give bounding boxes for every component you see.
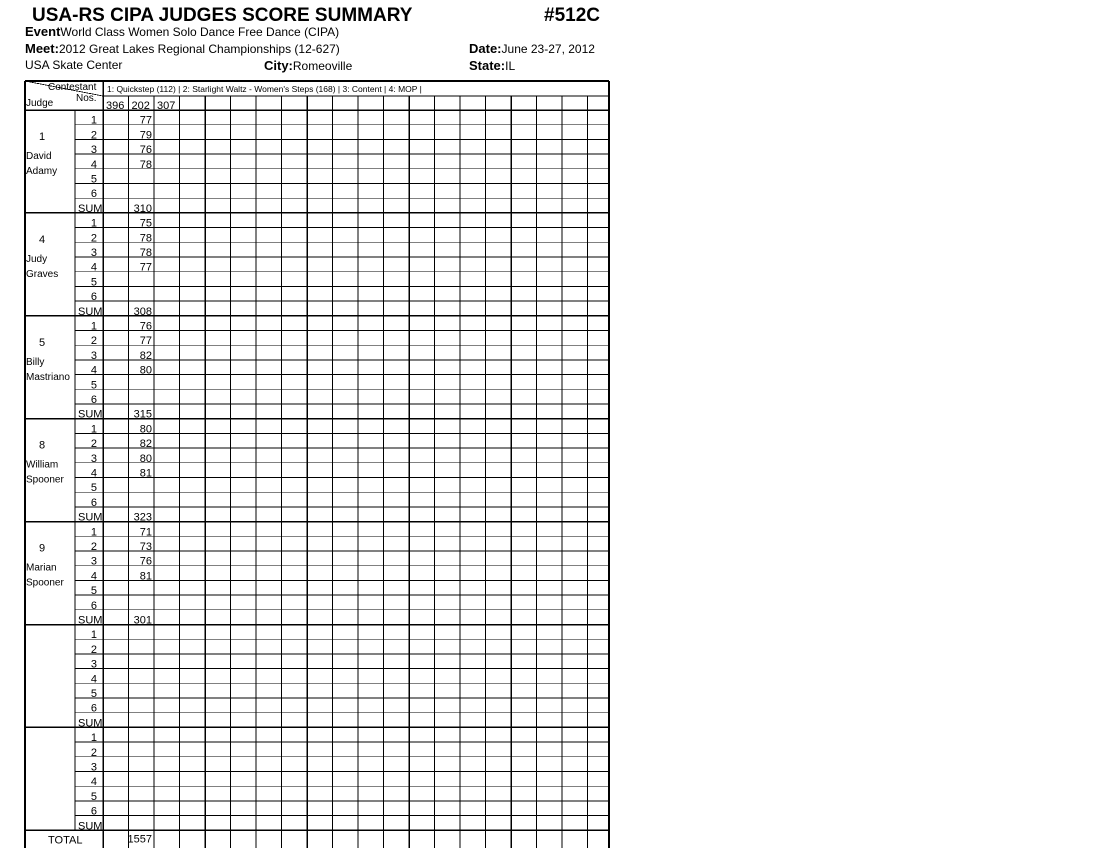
score-cell: 71 [139,526,152,539]
contestant-number: 202 [131,100,150,112]
row-number-label: 4 [90,467,97,480]
row-number-label: 5 [90,482,97,495]
score-cell: 80 [139,452,152,465]
score-cell: 78 [139,247,152,259]
sum-row-label: SUM [78,614,103,627]
row-number-label: 3 [90,452,97,465]
event-label: Event [25,24,61,39]
score-cell: 80 [139,423,152,436]
score-cell: 78 [139,232,152,245]
row-number-label: 4 [90,364,97,377]
city-value: Romeoville [292,59,353,73]
row-number-label: 2 [90,129,97,142]
row-number-label: 4 [90,261,97,274]
event-value: World Class Women Solo Dance Free Dance (CIPA) [60,25,340,39]
sum-row-label: SUM [78,717,103,730]
corner-judge-label: Judge [26,98,54,109]
score-cell: 81 [139,467,152,480]
row-number-label: 4 [90,673,97,686]
row-number-label: 2 [90,541,97,553]
sum-row-label: SUM [78,202,103,215]
state-value: IL [505,59,516,73]
meet-value: 2012 Great Lakes Regional Championships (12-627) [58,42,340,56]
score-cell: 73 [139,541,152,553]
score-cell: 82 [139,349,152,362]
row-number-label: 4 [90,158,97,171]
row-number-label: 2 [90,746,97,759]
total-label: TOTAL [48,834,83,847]
date-label: Date: [469,41,502,56]
row-number-label: 4 [90,776,97,789]
row-number-label: 3 [90,144,97,157]
city-label: City: [264,58,293,73]
segment-legend: 1: Quickstep (112) | 2: Starlight Waltz - Women's Steps (168) | 3: Content | 4: MOP | [107,84,422,94]
judge-first-name: Judy [26,253,48,265]
judge-last-name: Spooner [26,474,64,486]
sum-row-label: SUM [78,511,103,524]
judge-number: 5 [38,336,46,349]
meet-line [25,40,340,58]
score-sum: 315 [133,408,152,421]
date-line [469,40,595,58]
row-number-label: 6 [90,702,97,715]
score-sum: 301 [133,614,152,627]
row-number-label: 1 [90,114,97,127]
contestant-number: 396 [106,100,125,112]
judge-last-name: Graves [26,268,59,280]
score-cell: 82 [139,438,152,451]
row-number-label: 1 [90,423,97,436]
score-cell: 77 [139,114,152,127]
state-label: State: [469,58,506,73]
row-number-label: 4 [90,570,97,583]
total-value: 1557 [127,833,152,846]
judge-last-name: Adamy [26,166,58,177]
corner-nos-label: Nos. [76,93,97,104]
score-cell: 80 [139,364,152,377]
row-number-label: 6 [90,599,97,612]
row-number-label: 6 [90,496,97,509]
row-number-label: 2 [90,438,97,451]
row-number-label: 1 [90,732,97,745]
row-number-label: 3 [90,555,97,568]
score-cell: 76 [139,144,152,157]
state-line [469,57,515,75]
contestant-number: 307 [157,100,176,112]
score-grid [24,80,612,850]
corner-contestant-label: Contestant [48,82,97,93]
row-number-label: 2 [90,232,97,245]
score-cell: 79 [139,129,152,142]
meet-label: Meet: [25,41,59,56]
judge-first-name: Billy [26,356,45,368]
row-number-label: 5 [90,585,97,598]
row-number-label: 6 [90,805,97,818]
score-sum: 323 [133,511,152,524]
sum-row-label: SUM [78,305,103,318]
row-number-label: 2 [90,335,97,348]
score-cell: 77 [139,261,152,274]
row-number-label: 5 [90,688,97,700]
score-cell: 76 [139,555,152,568]
row-number-label: 5 [90,379,97,392]
venue: USA Skate Center [25,58,123,72]
score-sum: 310 [133,202,152,215]
row-number-label: 6 [90,188,97,201]
judge-number: 8 [38,439,46,452]
judge-first-name: David [26,151,52,162]
event-line [25,23,339,41]
judge-number: 1 [38,131,46,143]
judge-number: 9 [38,542,46,555]
form-number: #512C [544,5,600,26]
score-cell: 75 [139,217,152,230]
row-number-label: 1 [90,217,97,230]
score-cell: 81 [139,570,152,583]
row-number-label: 3 [90,761,97,774]
row-number-label: 3 [90,658,97,671]
row-number-label: 1 [90,629,97,642]
judge-last-name: Mastriano [26,371,70,383]
city-line [264,57,352,75]
score-sum: 308 [133,305,152,318]
row-number-label: 5 [90,173,97,186]
row-number-label: 6 [90,291,97,304]
date-value: June 23-27, 2012 [501,42,595,56]
score-cell: 78 [139,158,152,171]
sum-row-label: SUM [78,408,103,421]
row-number-label: 1 [90,526,97,539]
row-number-label: 5 [90,790,97,803]
row-number-label: 1 [90,320,97,333]
row-number-label: 3 [90,247,97,259]
judge-last-name: Spooner [26,577,64,589]
judge-number: 4 [38,233,46,246]
sum-row-label: SUM [78,820,103,833]
row-number-label: 3 [90,349,97,362]
row-number-label: 6 [90,394,97,406]
judge-first-name: William [26,459,59,471]
score-cell: 77 [139,335,152,348]
score-cell: 76 [139,320,152,333]
judge-first-name: Marian [26,562,57,574]
row-number-label: 5 [90,276,97,289]
page-title: USA-RS CIPA JUDGES SCORE SUMMARY [32,5,413,26]
row-number-label: 2 [90,643,97,656]
